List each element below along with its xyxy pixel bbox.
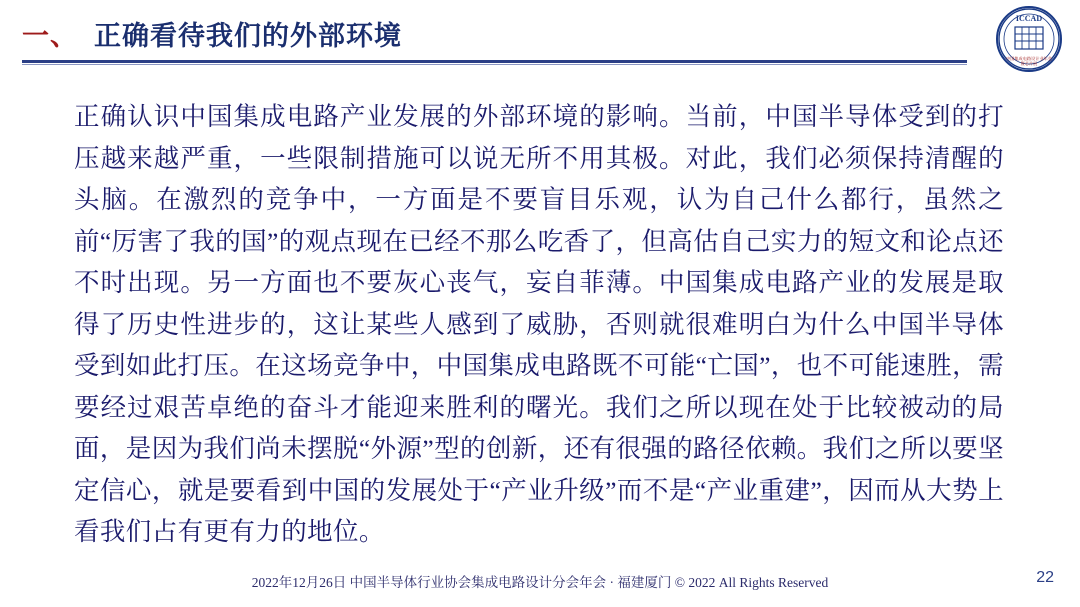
iccad-logo-icon <box>998 8 1060 70</box>
footer-text: 2022年12月26日 中国半导体行业协会集成电路设计分会年会 · 福建厦门 © 2022 All Rights Reserved <box>251 575 829 590</box>
page-title <box>22 14 402 53</box>
slide-footer <box>0 571 1080 597</box>
header-divider-thin <box>22 64 967 65</box>
title-text: 正确看待我们的外部环境 <box>94 21 402 51</box>
header-divider <box>22 60 967 63</box>
slide-header <box>0 0 1080 72</box>
svg-text:ICCAD: ICCAD <box>1015 14 1043 23</box>
title-number: 一、 <box>22 21 78 51</box>
iccad-logo <box>996 6 1062 72</box>
svg-text:暨芯片展: 暨芯片展 <box>1020 61 1038 66</box>
page-number: 22 <box>1036 569 1054 586</box>
svg-text:中国集成电路设计业年会: 中国集成电路设计业年会 <box>1005 56 1053 61</box>
body-paragraph: 正确认识中国集成电路产业发展的外部环境的影响。当前，中国半导体受到的打压越来越严重，一些限制措施可以说无所不用其极。对此，我们必须保持清醒的头脑。在激烈的竞争中，一方面是不要盲目乐观，认为自己什么都行，虽然之前“厉害了我的国”的观点现在已经不那么吃香了，但高估自己实力的短文和论点还不时出现。另一方面也不要灰心丧气，妄自菲薄。中国集成电路产业的发展是取得了历史性进步的，这让某些人感到了威胁，否则就很难明白为什么中国半导体受到如此打压。在这场竞争中，中国集成电路既不可能“亡国”，也不可能速胜，需要经过艰苦卓绝的奋斗才能迎来胜利的曙光。我们之所以现在处于比较被动的局面，是因为我们尚未摆脱“外源”型的创新，还有很强的路径依赖。我们之所以要坚定信心，就是要看到中国的发展处于“产业升级”而不是“产业重建”，因而从大势上看我们占有更有力的地位。 <box>74 102 1004 546</box>
